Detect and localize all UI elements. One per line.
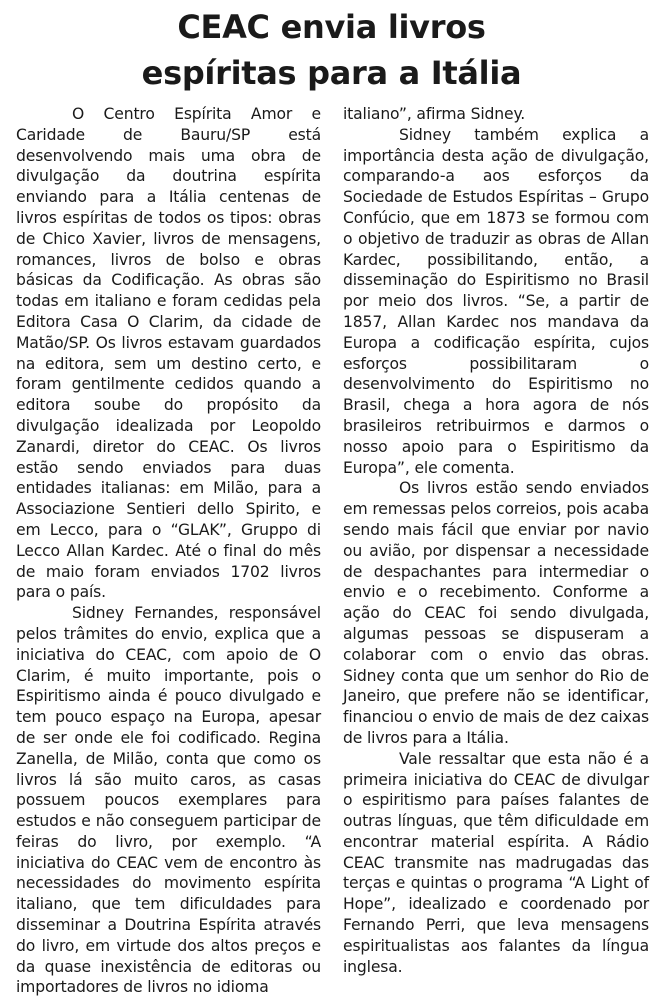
right-column	[343, 104, 649, 977]
paragraph-shipping: Os livros estão sendo enviados em remessas pelos correios, pois acaba sendo mais fácil que enviar por navio ou avião, por dispensar a necessidade de despachantes para intermediar o envio e o recebimento. Conforme a ação do CEAC foi sendo divulgada, algumas pessoas se dispuseram a colaborar com o envio das obras. Sidney conta que um senhor do Rio de Janeiro, que prefere não se identificar, financiou o envio de mais de dez caixas de livros para a Itália.	[343, 479, 649, 747]
headline-line-2: espíritas para a Itália	[141, 54, 522, 92]
left-column	[16, 104, 321, 998]
paragraph-sidney-fernandes: Sidney Fernandes, responsável pelos trâmites do envio, explica que a iniciativa do CEAC, com apoio de O Clarim, é muito importante, pois o Espiritismo ainda é pouco divulgado e tem pouco espaço na Europa, apesar de ser onde ele foi codificado. Regina Zanella, de Milão, conta que como os livros lá são muito caros, as casas possuem poucos exemplares para estudos e não conseguem participar de feiras do livro, por exemplo. “A iniciativa do CEAC vem de encontro às necessidades do movimento espírita italiano, que tem dificuldades para disseminar a Doutrina Espírita através do livro, em virtude dos altos preços e da quase inexistência de editoras ou importadores de livros no idioma	[16, 604, 321, 997]
paragraph-radio-ceac: Vale ressaltar que esta não é a primeira iniciativa do CEAC de divulgar o espiritismo para países falantes de outras línguas, que têm dificuldade em encontrar material espírita. A Rádio CEAC transmite nas madrugadas das terças e quintas o programa “A Light of Hope”, idealizado e coordenado por Fernando Perri, que leva mensagens espiritualistas aos falantes da língua inglesa.	[343, 749, 649, 976]
headline-line-1: CEAC envia livros	[177, 8, 486, 46]
article-headline	[0, 4, 663, 96]
paragraph-continuation: italiano”, afirma Sidney.	[343, 105, 526, 123]
paragraph-sidney-explains: Sidney também explica a importância desta ação de divulgação, comparando-a aos esforços da Sociedade de Estudos Espíritas – Grupo Confúcio, que em 1873 se formou com o objetivo de traduzir as obras de Allan Kardec, possibilitando, então, a disseminação do Espiritismo no Brasil por meio dos livros. “Se, a partir de 1857, Allan Kardec nos mandava da Europa a codificação espírita, cujos esforços possibilitaram o desenvolvimento do Espiritismo no Brasil, chega a hora agora de nós brasileiros retribuirmos e darmos o nosso apoio para o Espiritismo da Europa”, ele comenta.	[343, 125, 649, 477]
paragraph-intro: O Centro Espírita Amor e Caridade de Bauru/SP está desenvolvendo mais uma obra de divulgação da doutrina espírita enviando para a Itália centenas de livros espíritas de todos os tipos: obras de Chico Xavier, livros de mensagens, romances, livros de bolso e obras básicas da Codificação. As obras são todas em italiano e foram cedidas pela Editora Casa O Clarim, da cidade de Matão/SP. Os livros estavam guardados na editora, sem um destino certo, e foram gentilmente cedidos quando a editora soube do propósito da divulgação idealizada por Leopoldo Zanardi, diretor do CEAC. Os livros estão sendo enviados para duas entidades italianas: em Milão, para a Associazione Sentieri dello Spirito, e em Lecco, para o “GLAK”, Gruppo di Lecco Allan Kardec. Até o final do mês de maio foram enviados 1702 livros para o país.	[16, 105, 321, 602]
